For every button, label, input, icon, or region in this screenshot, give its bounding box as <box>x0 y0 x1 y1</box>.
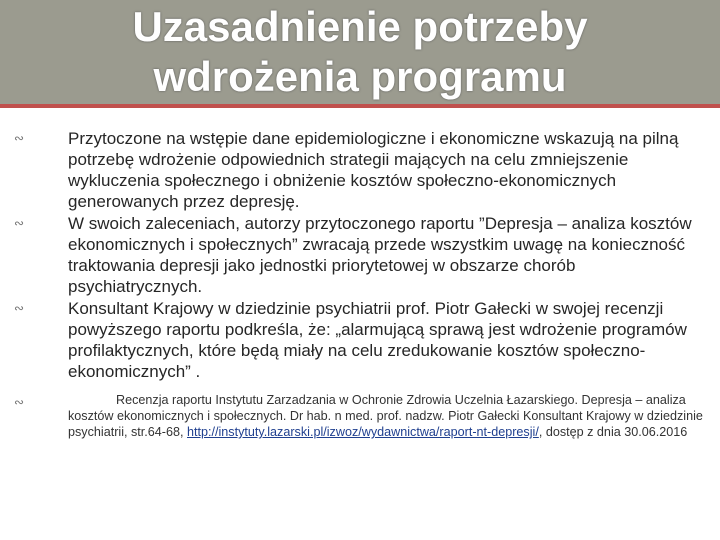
reference-access-date: , dostęp z dnia 30.06.2016 <box>538 425 688 439</box>
bullet-item <box>14 213 704 297</box>
swirl-bullet-icon: ∾ <box>14 395 25 409</box>
reference-text: Recenzja raportu Instytutu Zarzadzania w Ochronie Zdrowia Uczelnia Łazarskiego. Depresja – analiza kosztów ekonomicznych i społecznych. Dr hab. n med. prof. nadzw. Piotr Gałecki Konsultant Krajowy w dziedzinie psychiatrii, str.64-68, <box>68 393 703 439</box>
bullet-text: Przytoczone na wstępie dane epidemiologiczne i ekonomiczne wskazują na pilną potrzebę wdrożenie odpowiednich strategii mających na celu zmniejszenie wykluczenia społecznego i obniżenie kosztów społeczno-ekonomicznych generowanych przez depresję. <box>68 129 679 211</box>
bullet-item <box>14 128 704 212</box>
reference-item <box>14 392 704 440</box>
bullet-item <box>14 298 704 382</box>
bullet-text: Konsultant Krajowy w dziedzinie psychiatrii prof. Piotr Gałecki w swojej recenzji powyższego raportu podkreśla, że: „alarmującą sprawą jest wdrożenie programów profilaktycznych, które będą miały na celu zredukowanie kosztów społeczno-ekonomicznych” . <box>68 299 687 381</box>
slide-title-line-1: Uzasadnienie potrzeby <box>132 3 588 50</box>
bullet-list <box>14 128 704 440</box>
swirl-bullet-icon: ∾ <box>14 301 25 315</box>
swirl-bullet-icon: ∾ <box>14 131 25 145</box>
title-rule <box>0 104 720 108</box>
slide-title <box>0 2 720 102</box>
bullet-text: W swoich zaleceniach, autorzy przytoczonego raportu ”Depresja – analiza kosztów ekonomicznych i społecznych” zwracają przede wszystkim uwagę na konieczność traktowania depresji jako jednostki priorytetowej w obszarze chorób psychiatrycznych. <box>68 214 692 296</box>
swirl-bullet-icon: ∾ <box>14 216 25 230</box>
slide-title-line-2: wdrożenia programu <box>153 53 567 100</box>
reference-link[interactable]: http://instytuty.lazarski.pl/izwoz/wydawnictwa/raport-nt-depresji/ <box>187 425 539 439</box>
